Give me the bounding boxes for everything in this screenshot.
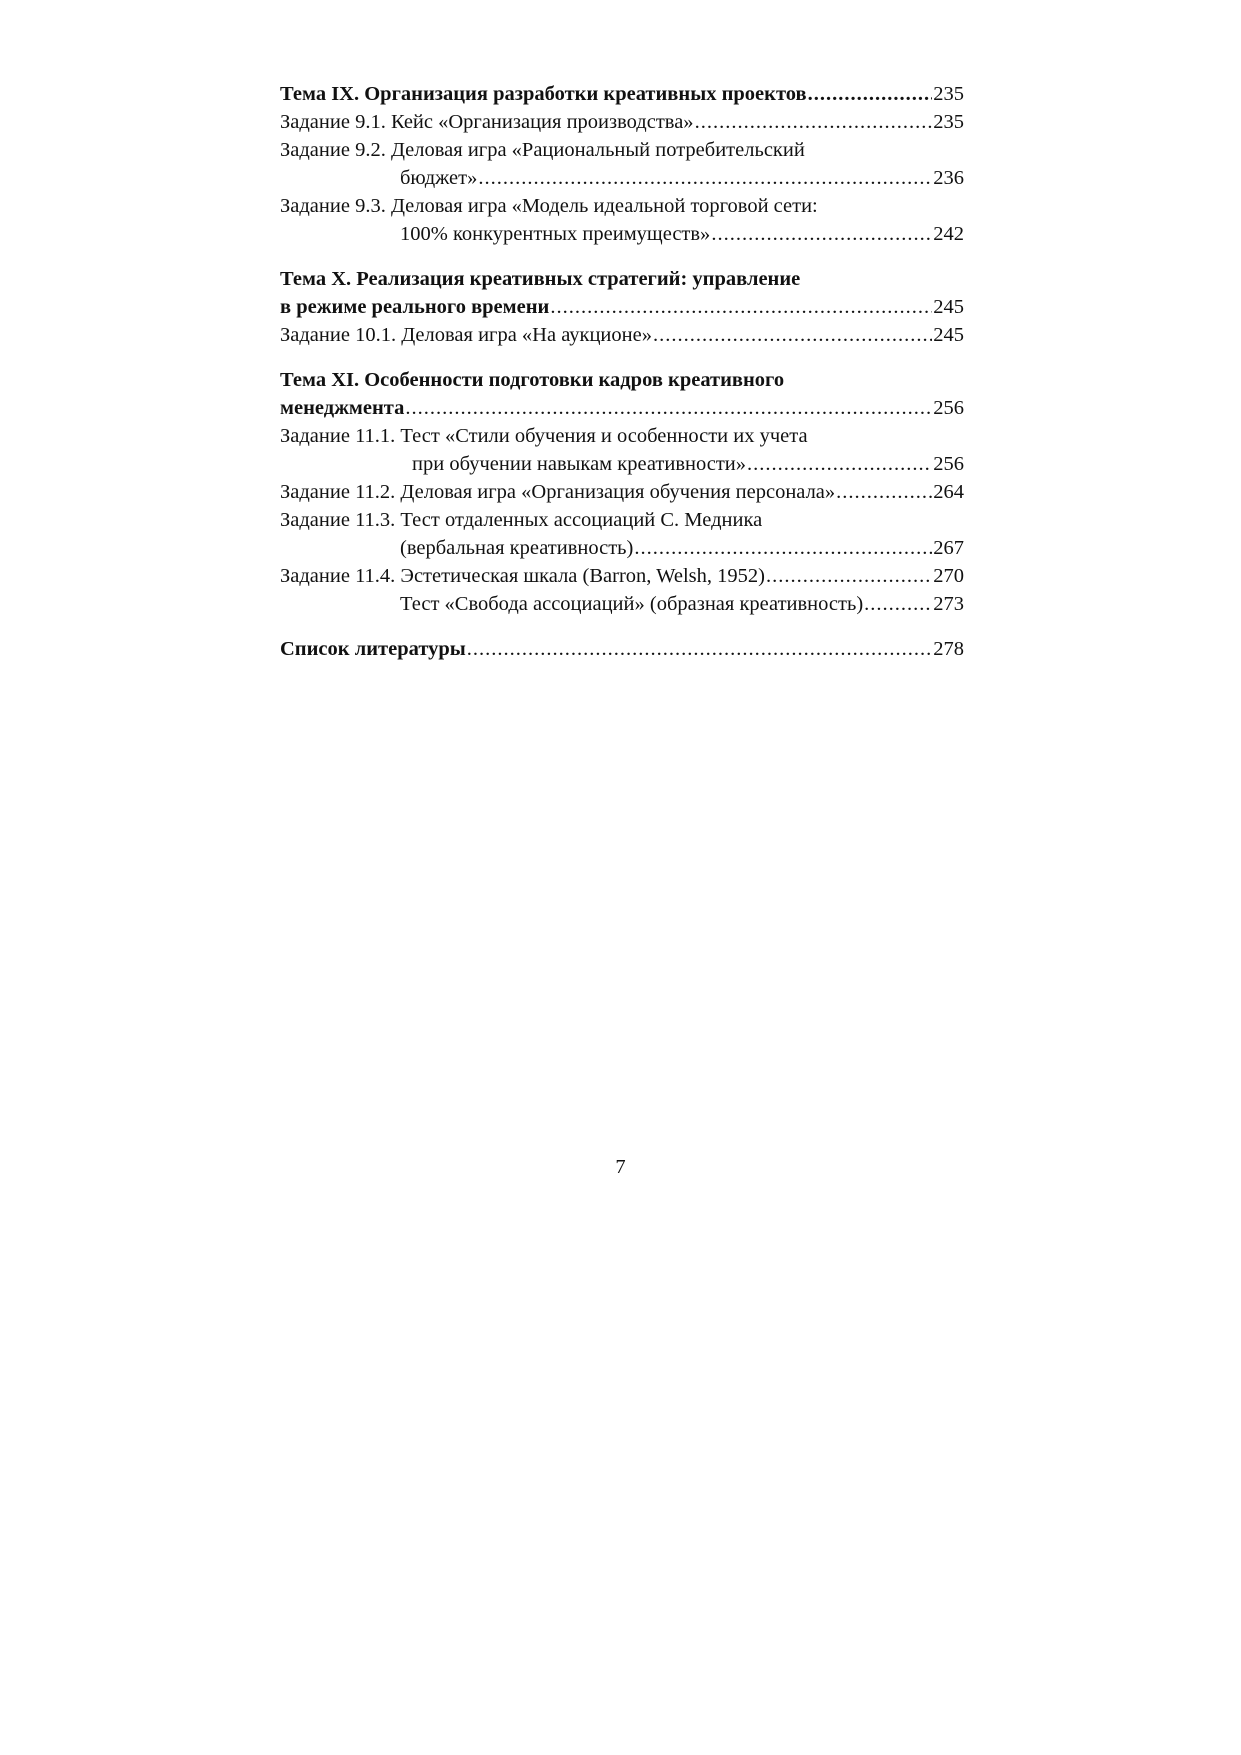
toc-entry-title: Задание 11.2. Деловая игра «Организация обучения персонала»	[280, 481, 836, 503]
toc-page-number: 245	[933, 324, 964, 346]
toc-entry-title: Задание 9.1. Кейс «Организация производства»	[280, 111, 694, 133]
toc-entry-task-9-2[interactable]	[280, 164, 964, 192]
toc-entry-title: при обучении навыкам креативности»	[412, 453, 747, 475]
section-gap	[280, 349, 964, 366]
toc-page-number: 270	[933, 565, 964, 587]
toc-entry-topic-9[interactable]	[280, 80, 964, 108]
dot-leader	[550, 293, 932, 321]
toc-page-number: 242	[933, 223, 964, 245]
toc-entry-task-11-1-line1[interactable]: Задание 11.1. Тест «Стили обучения и особенности их учета	[280, 425, 808, 447]
toc-page-number: 256	[933, 453, 964, 475]
toc-entry-title: в режиме реального времени	[280, 296, 550, 318]
toc-page-number: 278	[933, 638, 964, 660]
toc-entry-topic-11[interactable]	[280, 394, 964, 422]
toc-entry-task-9-3-line1[interactable]: Задание 9.3. Деловая игра «Модель идеальной торговой сети:	[280, 195, 818, 217]
toc-entry-task-9-1[interactable]	[280, 108, 964, 136]
toc-page-number: 236	[933, 167, 964, 189]
dot-leader	[864, 590, 932, 618]
dot-leader	[766, 562, 932, 590]
toc-entry-title: Тема IX. Организация разработки креативных проектов	[280, 83, 807, 105]
dot-leader	[711, 220, 932, 248]
dot-leader	[653, 321, 932, 349]
toc-entry-task-11-1[interactable]	[280, 450, 964, 478]
section-gap	[280, 248, 964, 265]
table-of-contents	[280, 80, 964, 663]
dot-leader	[405, 394, 932, 422]
toc-page-number: 267	[933, 537, 964, 559]
section-gap	[280, 618, 964, 635]
toc-page-number: 235	[933, 83, 964, 105]
dot-leader	[467, 635, 932, 663]
toc-page-number: 273	[933, 593, 964, 615]
toc-entry-title: менеджмента	[280, 397, 405, 419]
toc-entry-topic-10[interactable]	[280, 293, 964, 321]
page-number: 7	[615, 1156, 626, 1178]
toc-entry-task-11-4[interactable]	[280, 562, 964, 590]
toc-page-number: 264	[933, 481, 964, 503]
toc-entry-title: Тест «Свобода ассоциаций» (образная креативность)	[400, 593, 864, 615]
toc-entry-title: бюджет»	[400, 167, 478, 189]
toc-page-number: 245	[933, 296, 964, 318]
toc-page-number: 235	[933, 111, 964, 133]
toc-entry-title: Задание 10.1. Деловая игра «На аукционе»	[280, 324, 652, 346]
dot-leader	[808, 80, 933, 108]
toc-entry-title: 100% конкурентных преимуществ»	[400, 223, 711, 245]
toc-page-number: 256	[933, 397, 964, 419]
toc-entry-topic-11-line1[interactable]: Тема XI. Особенности подготовки кадров креативного	[280, 369, 785, 391]
toc-entry-task-10-1[interactable]	[280, 321, 964, 349]
dot-leader	[695, 108, 933, 136]
dot-leader	[634, 534, 932, 562]
toc-entry-test-associations[interactable]	[280, 590, 964, 618]
toc-entry-topic-10-line1[interactable]: Тема X. Реализация креативных стратегий: управление	[280, 268, 801, 290]
toc-entry-task-9-2-line1[interactable]: Задание 9.2. Деловая игра «Рациональный потребительский	[280, 139, 805, 161]
dot-leader	[747, 450, 932, 478]
toc-entry-title: (вербальная креативность)	[400, 537, 634, 559]
toc-entry-task-9-3[interactable]	[280, 220, 964, 248]
toc-entry-bibliography[interactable]	[280, 635, 964, 663]
toc-entry-task-11-3[interactable]	[280, 534, 964, 562]
toc-entry-task-11-2[interactable]	[280, 478, 964, 506]
toc-entry-title: Список литературы	[280, 638, 466, 660]
toc-entry-task-11-3-line1[interactable]: Задание 11.3. Тест отдаленных ассоциаций С. Медника	[280, 509, 763, 531]
dot-leader	[478, 164, 932, 192]
toc-entry-title: Задание 11.4. Эстетическая шкала (Barron, Welsh, 1952)	[280, 565, 765, 587]
dot-leader	[836, 478, 932, 506]
